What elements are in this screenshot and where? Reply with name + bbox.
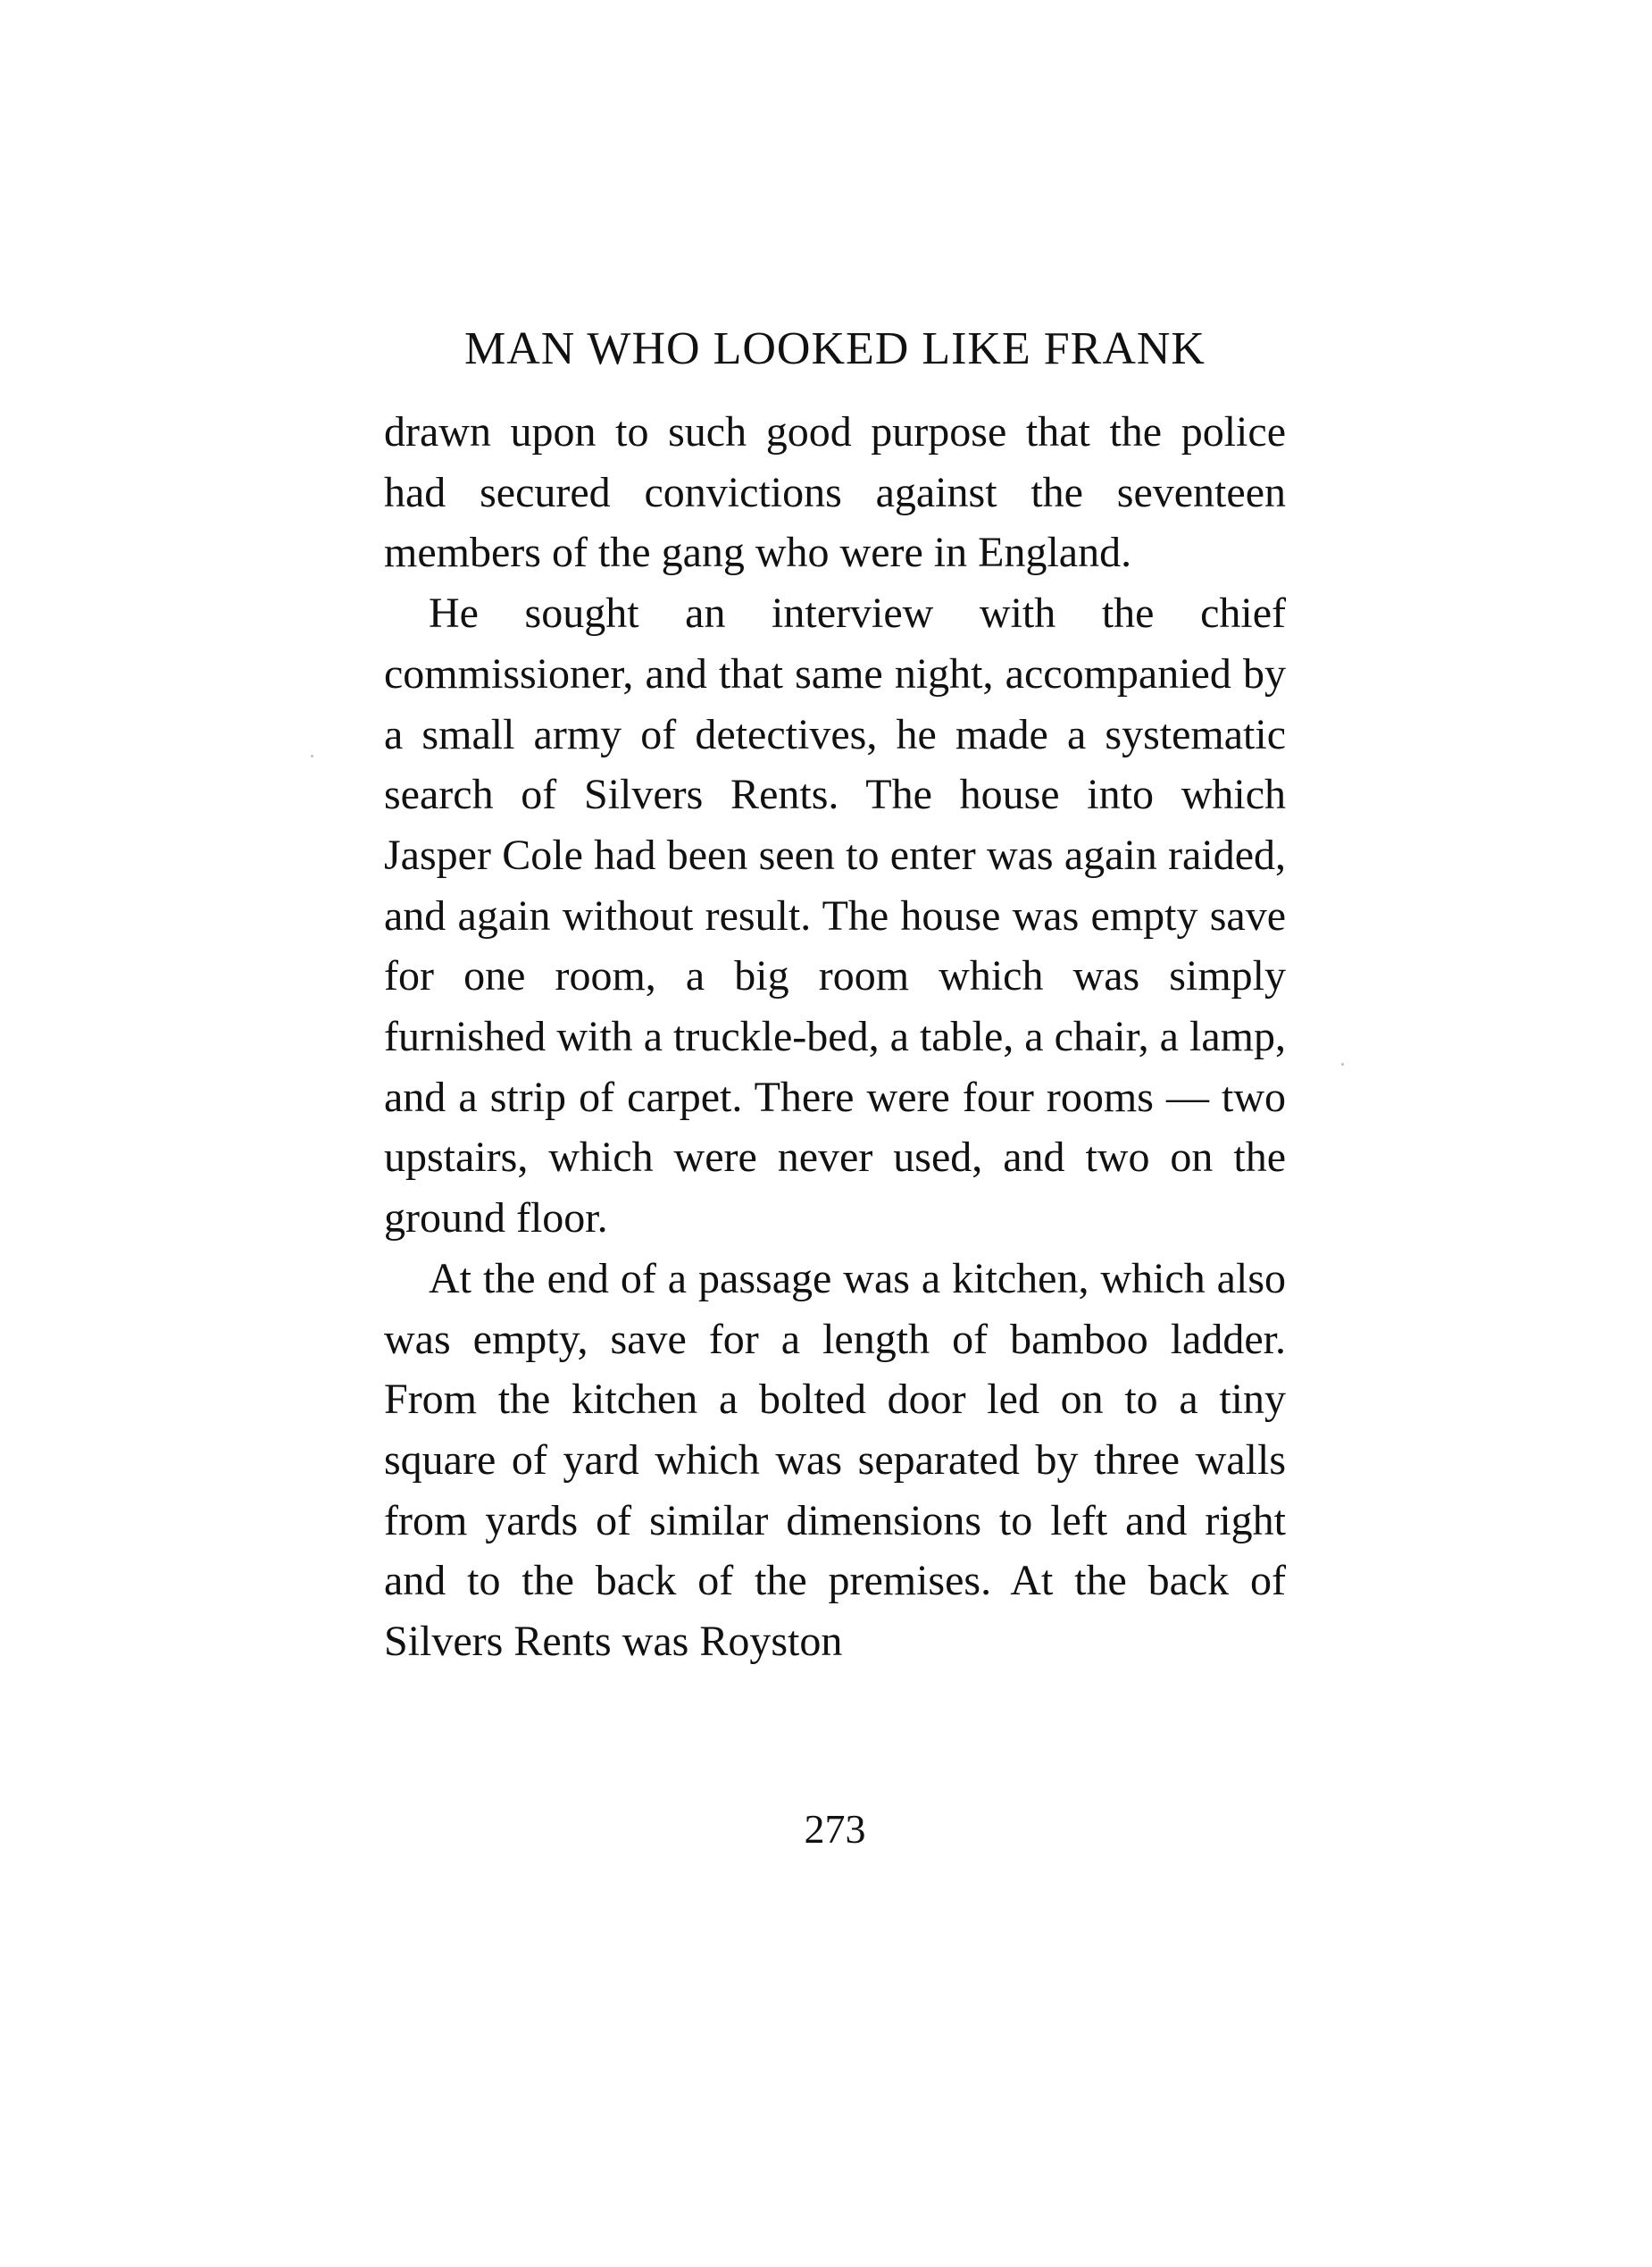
running-head: MAN WHO LOOKED LIKE FRANK: [464, 323, 1206, 374]
scan-speck: [1341, 1063, 1344, 1066]
paragraph: At the end of a passage was a kitchen, which also was empty, save for a length of bamboo ladder. From the kitchen a bolted door led on to a tiny square of yard which was separated by three walls from yards of similar dimensions to left and right and to the back of the premises. At the back of Silvers Rents was Royston: [384, 1254, 1286, 1666]
page-number: 273: [804, 1806, 866, 1852]
paragraph: He sought an interview with the chief commissioner, and that same night, accompanied by a small army of detectives, he made a systematic search of Silvers Rents. The house into which Jasper Cole had been seen to enter was again raided, and again without result. The house was empty save for one room, a big room which was simply furnished with a truckle-bed, a table, a chair, a lamp, and a strip of carpet. There were four rooms — two upstairs, which were never used, and two on the ground floor.: [384, 590, 1286, 1242]
scan-speck: [311, 755, 313, 757]
paragraph: drawn upon to such good purpose that the police had secured convictions against the seventeen members of the gang who were in England.: [384, 408, 1286, 577]
body-text: [384, 402, 1286, 1672]
